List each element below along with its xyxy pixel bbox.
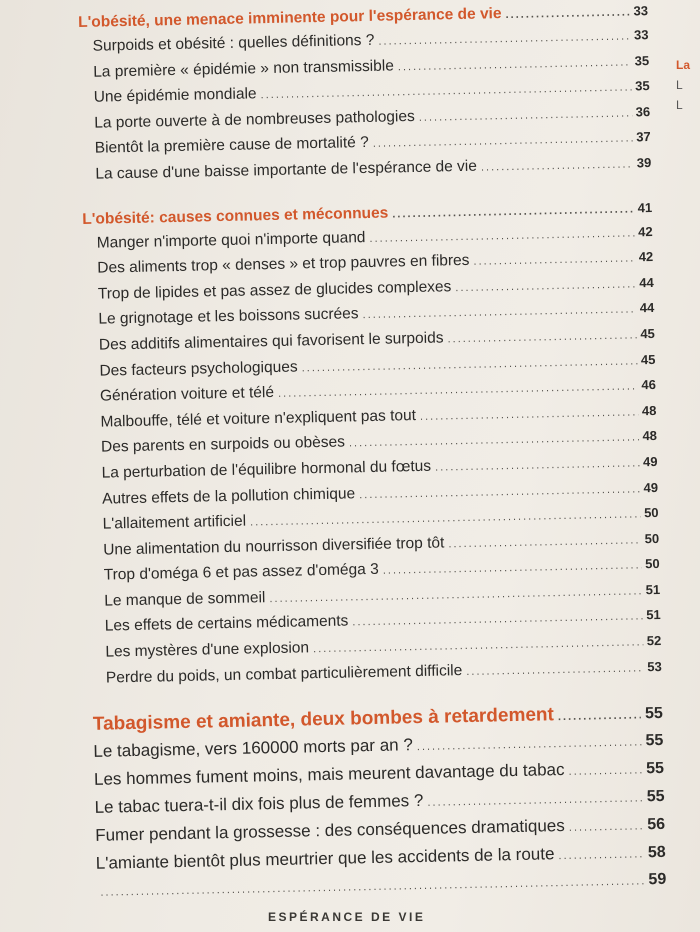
toc-section <box>82 199 662 693</box>
entry-label: Une alimentation du nourrisson diversifiée trop tôt <box>103 534 445 559</box>
entry-page-number: 45 <box>640 325 655 342</box>
entry-page-number: 58 <box>647 844 666 862</box>
entry-page-number: 52 <box>646 632 662 649</box>
dot-leader <box>448 529 641 557</box>
section-page-number: 55 <box>644 705 663 723</box>
running-footer: ESPÉRANCE DE VIE <box>268 910 426 924</box>
section-title: Tabagisme et amiante, deux bombes à retardement <box>92 704 555 736</box>
entry-label: Des aliments trop « denses » et trop pauvres en fibres <box>97 252 470 277</box>
facing-page-text: L <box>676 98 683 112</box>
entry-label: La perturbation de l'équilibre hormonal du fœtus <box>101 457 432 482</box>
dot-leader <box>427 787 643 817</box>
entry-page-number: 51 <box>646 607 661 623</box>
entry-page-number: 42 <box>638 223 653 239</box>
entry-page-number: 44 <box>639 300 655 316</box>
facing-page-text: La <box>676 58 691 72</box>
entry-label: Trop d'oméga 6 et pas assez d'oméga 3 <box>103 561 379 584</box>
dot-leader <box>419 102 632 130</box>
entry-page-number: 50 <box>643 505 659 521</box>
entry-label: La porte ouverte à de nombreuses pathologies <box>94 107 415 132</box>
entry-page-number: 55 <box>645 732 664 750</box>
section-title: L'obésité: causes connues et méconnues <box>82 204 389 228</box>
entry-label: Fumer pendant la grossesse : des conséquences dramatiques <box>95 816 565 846</box>
entry-page-number: 48 <box>641 402 657 418</box>
entry-label: Malbouffe, télé et voiture n'expliquent pas tout <box>100 406 417 431</box>
dot-leader <box>447 324 636 352</box>
entry-page-number: 37 <box>636 129 651 145</box>
entry-label: Le tabac tuera-t-il dix fois plus de femmes ? <box>94 791 424 818</box>
entry-label: Surpoids et obésité : quelles définitions ? <box>92 31 375 55</box>
facing-page-text: L <box>676 78 683 92</box>
dot-leader <box>505 6 629 21</box>
entry-label: Perdre du poids, un combat particulièrement difficile <box>105 661 463 687</box>
entry-page-number: 56 <box>647 816 666 834</box>
table-of-contents <box>78 2 667 928</box>
entry-page-number: 45 <box>640 351 656 367</box>
entry-page-number: 44 <box>639 274 654 291</box>
entry-label: Le manque de sommeil <box>104 589 266 610</box>
dot-leader <box>569 815 644 842</box>
entry-page-number: 59 <box>648 871 667 889</box>
entry-label: Le tabagisme, vers 160000 morts par an ? <box>93 735 413 762</box>
entry-page-number: 53 <box>647 658 662 674</box>
entry-label: Les mystères d'une explosion <box>105 639 310 661</box>
entry-page-number: 50 <box>645 556 660 572</box>
dot-leader <box>455 273 635 300</box>
dot-leader <box>481 153 633 180</box>
entry-label: La cause d'une baisse importante de l'espérance de vie <box>95 157 478 183</box>
entry-page-number: 39 <box>636 154 652 171</box>
dot-leader <box>473 248 635 275</box>
section-page-number: 33 <box>633 3 649 19</box>
entry-page-number: 51 <box>645 581 661 598</box>
entry-page-number: 42 <box>638 249 654 265</box>
dot-leader <box>435 452 639 480</box>
toc-section <box>93 702 667 906</box>
entry-page-number: 50 <box>644 530 660 546</box>
entry-label: La première « épidémie » non transmissible <box>93 56 395 81</box>
dot-leader <box>568 759 642 786</box>
entry-label: Les effets de certains médicaments <box>104 612 349 636</box>
dot-leader <box>420 401 639 429</box>
entry-label: Trop de lipides et pas assez de glucides complexes <box>97 277 452 303</box>
entry-label: Manger n'importe quoi n'importe quand <box>96 228 366 252</box>
toc-section <box>78 2 652 188</box>
dot-leader <box>392 203 634 220</box>
dot-leader <box>558 843 644 870</box>
entry-label: Des additifs alimentaires qui favorisent le surpoids <box>98 329 444 354</box>
entry-page-number: 49 <box>642 453 658 470</box>
entry-page-number: 55 <box>646 788 665 806</box>
entry-label: Une épidémie mondiale <box>93 85 257 106</box>
entry-label: Les hommes fument moins, mais meurent davantage du tabac <box>93 760 565 790</box>
section-title: L'obésité, une menace imminente pour l'espérance de vie <box>78 5 502 31</box>
entry-page-number: 49 <box>643 479 659 495</box>
dot-leader <box>558 710 641 724</box>
entry-label: Bientôt la première cause de mortalité ? <box>94 134 369 158</box>
entry-page-number: 46 <box>641 377 657 393</box>
entry-label: Génération voiture et télé <box>99 384 275 405</box>
entry-label: L'allaitement artificiel <box>102 512 247 533</box>
entry-page-number: 36 <box>635 103 651 120</box>
entry-label: Des facteurs psychologiques <box>99 358 298 380</box>
dot-leader <box>417 731 642 761</box>
entry-label: Des parents en surpoids ou obèses <box>100 433 346 456</box>
entry-page-number: 33 <box>633 27 649 43</box>
entry-page-number: 55 <box>645 760 665 778</box>
dot-leader <box>466 657 644 684</box>
entry-page-number: 35 <box>635 78 650 94</box>
entry-label: L'amiante bientôt plus meurtrier que les accidents de la route <box>95 844 555 874</box>
entry-label: Autres effets de la pollution chimique <box>101 484 356 508</box>
entry-label: Le grignotage et les boissons sucrées <box>98 305 359 328</box>
facing-page-edge <box>676 58 700 178</box>
dot-leader <box>398 51 631 79</box>
section-page-number: 41 <box>637 199 653 215</box>
entry-page-number: 48 <box>642 428 658 444</box>
entry-page-number: 35 <box>634 52 650 68</box>
